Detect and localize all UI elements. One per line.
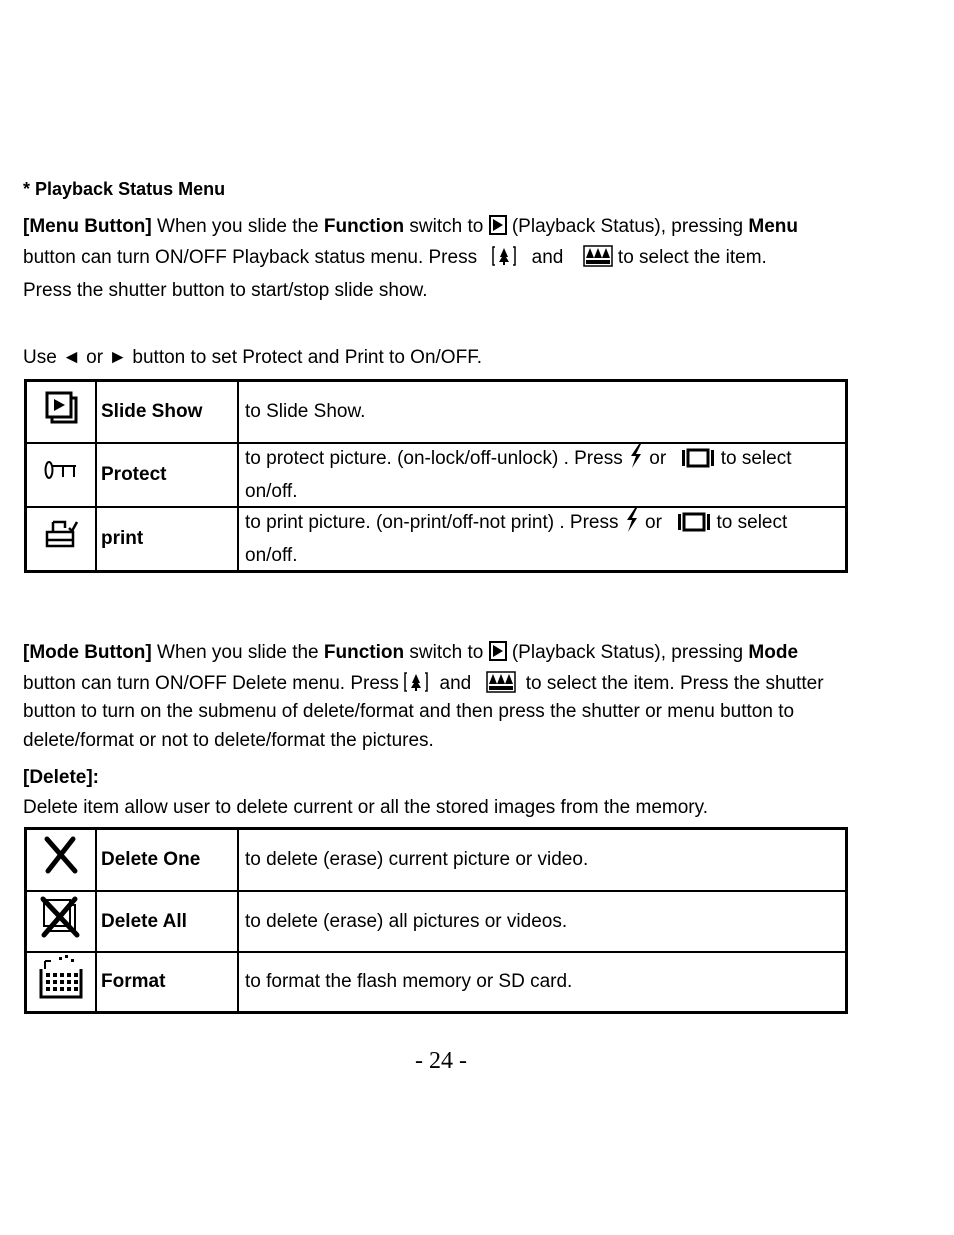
display-icon [681,448,715,477]
playback-menu-table [24,379,848,573]
menu-paragraph-line-3: Press the shutter button to start/stop slide show. [23,280,428,301]
row-desc: to delete (erase) current picture or video. [238,829,847,891]
use-arrows-line: Use ◄ or ► button to set Protect and Print to On/OFF. [23,347,482,368]
flash-icon [624,508,640,541]
mode-label: Mode [748,642,799,663]
desc-text: to select [720,447,792,469]
menu-paragraph-line-1 [23,215,798,238]
table-row [26,443,847,507]
desc-text: to select [716,511,788,533]
section-heading: * Playback Status Menu [23,179,226,199]
table-row [26,507,847,572]
format-icon [26,952,97,1013]
desc-text: on/off. [245,480,298,502]
page-number: - 24 - [415,1048,467,1074]
desc-text: on/off. [245,544,298,566]
table-row [26,891,847,952]
slideshow-icon [26,381,97,443]
print-icon [26,507,97,572]
row-name: Format [96,952,238,1013]
row-desc [238,507,847,572]
text-span: and [439,673,472,694]
desc-text: to protect picture. (on-lock/off-unlock) . Press [245,447,623,469]
wide-zoom-icon [486,671,516,699]
table-row [26,952,847,1013]
play-icon [489,641,507,661]
text-span: and [531,247,564,268]
function-label: Function [323,642,405,663]
row-desc [238,381,847,443]
desc-text: to print picture. (on-print/off-not print) . Press [245,511,619,533]
play-icon [489,215,507,235]
text-span: When you slide the [151,216,324,237]
table-row [26,381,847,443]
mode-paragraph-line-1 [23,641,798,664]
mode-button-label: [Mode Button] [23,642,152,663]
function-label: Function [323,216,405,237]
desc-text: or [645,511,662,533]
desc-text: or [649,447,667,469]
mode-paragraph-line-4: delete/format or not to delete/format the pictures. [23,730,434,751]
text-span: switch to [404,216,489,237]
mode-paragraph-line-2 [23,671,824,699]
text-span: button can turn ON/OFF Delete menu. Press [23,673,399,694]
text-span: button can turn ON/OFF Playback status menu. Press [23,247,478,268]
wide-zoom-icon [583,245,613,273]
desc-text: to Slide Show. [245,401,366,423]
delete-heading: [Delete]: [23,767,100,788]
row-name: Delete One [96,829,238,891]
row-name: Slide Show [96,381,238,443]
delete-all-icon [26,891,97,952]
flash-icon [628,444,644,477]
tele-zoom-icon [404,671,428,699]
row-name: Protect [96,443,238,507]
mode-paragraph-line-3: button to turn on the submenu of delete/format and then press the shutter or menu button to [23,701,795,722]
row-name: print [96,507,238,572]
row-desc: to format the flash memory or SD card. [238,952,847,1013]
menu-label: Menu [748,216,799,237]
table-row [26,829,847,891]
text-span: to select the item. [617,247,767,268]
row-desc [238,443,847,507]
text-span: to select the item. Press the shutter [525,673,824,694]
text-span: When you slide the [151,642,324,663]
text-span: switch to [404,642,489,663]
row-desc: to delete (erase) all pictures or videos. [238,891,847,952]
menu-paragraph-line-2 [23,245,767,273]
display-icon [677,512,711,541]
tele-zoom-icon [492,245,516,273]
delete-one-icon [26,829,97,891]
text-span: (Playback Status), pressing [506,642,749,663]
delete-menu-table [24,827,848,1014]
row-name: Delete All [96,891,238,952]
text-span: (Playback Status), pressing [506,216,749,237]
menu-button-label: [Menu Button] [23,216,152,237]
protect-key-icon [26,443,97,507]
delete-description: Delete item allow user to delete current or all the stored images from the memory. [23,797,708,818]
